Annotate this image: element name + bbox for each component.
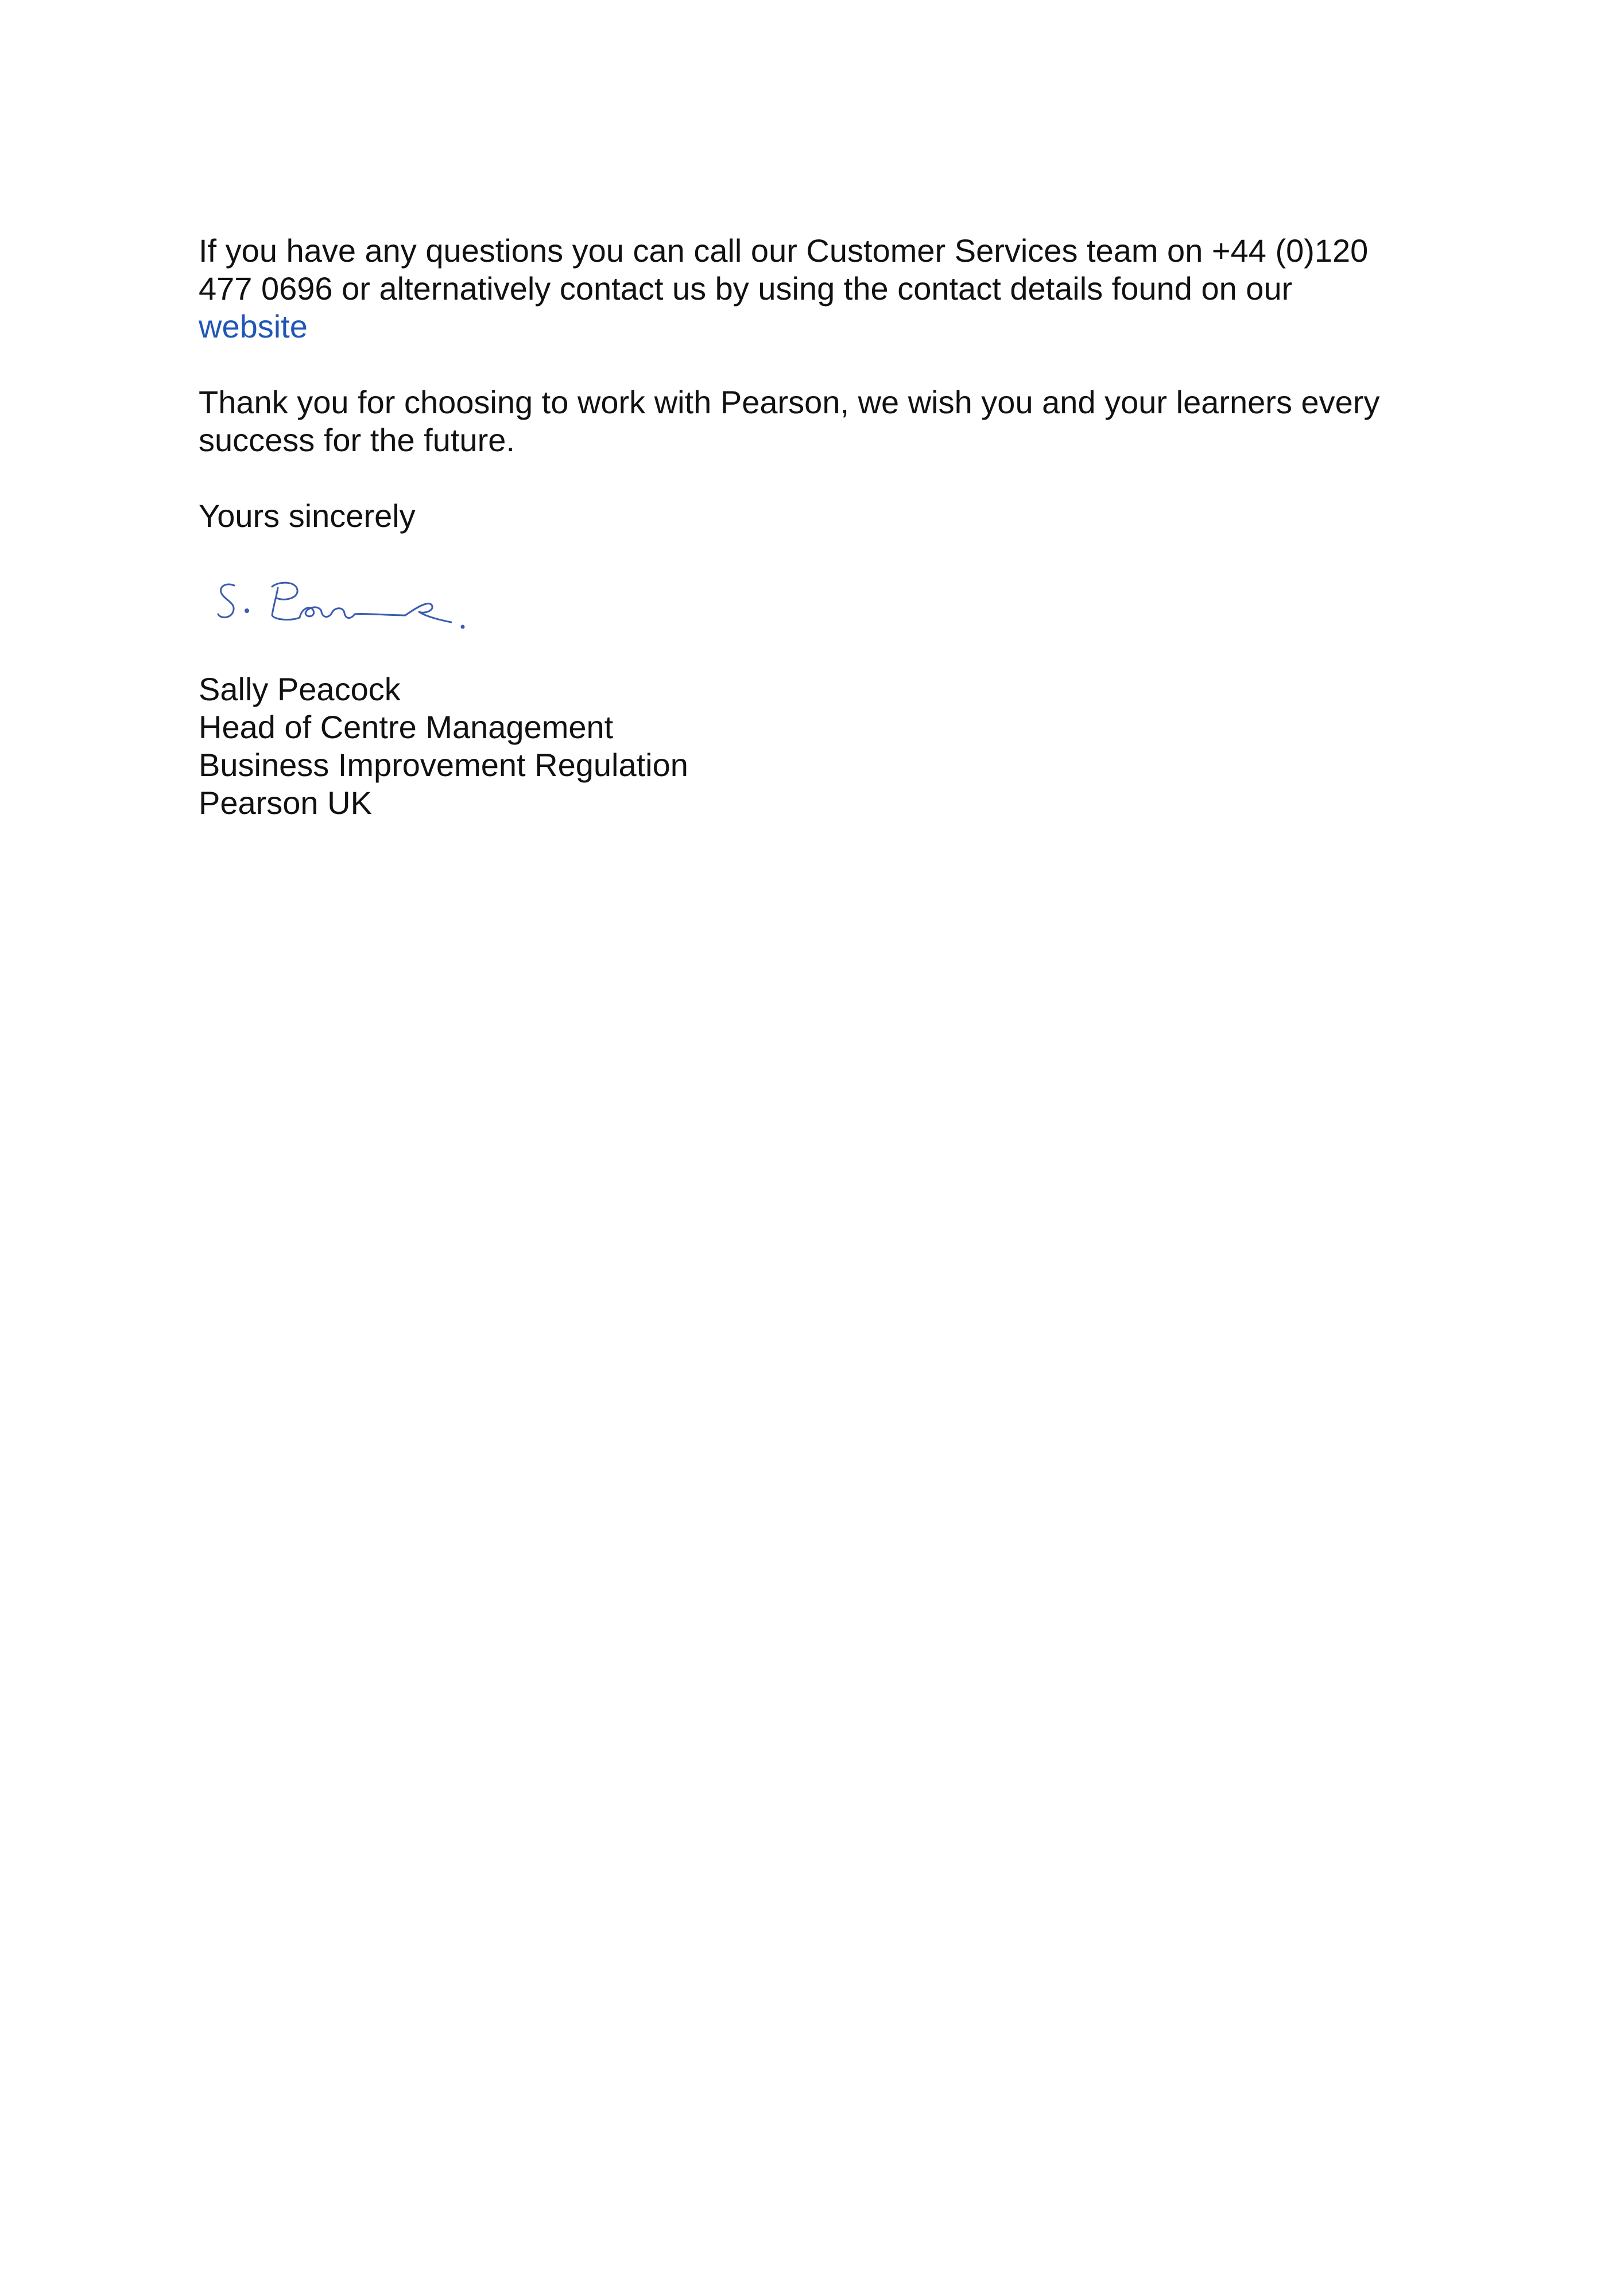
letter-body <box>199 232 1462 822</box>
signatory-name: Sally Peacock <box>199 671 401 707</box>
signatory-department: Business Improvement Regulation <box>199 747 688 783</box>
handwritten-signature <box>199 573 497 642</box>
contact-paragraph-line-3 <box>199 308 1462 346</box>
contact-paragraph-line-1: If you have any questions you can call our Customer Services team on +44 (0)120 <box>199 232 1369 269</box>
thank-you-paragraph <box>199 383 1462 459</box>
website-link[interactable]: website <box>199 308 308 344</box>
contact-paragraph-line-2: 477 0696 or alternatively contact us by using the contact details found on our <box>199 270 1293 307</box>
contact-paragraph <box>199 232 1462 346</box>
thank-you-line-1: Thank you for choosing to work with Pearson, we wish you and your learners every <box>199 384 1380 420</box>
closing-salutation: Yours sincerely <box>199 498 416 534</box>
signatory-title: Head of Centre Management <box>199 709 614 745</box>
signature-block <box>199 670 1462 822</box>
signatory-organisation: Pearson UK <box>199 785 372 821</box>
thank-you-line-2: success for the future. <box>199 422 515 458</box>
